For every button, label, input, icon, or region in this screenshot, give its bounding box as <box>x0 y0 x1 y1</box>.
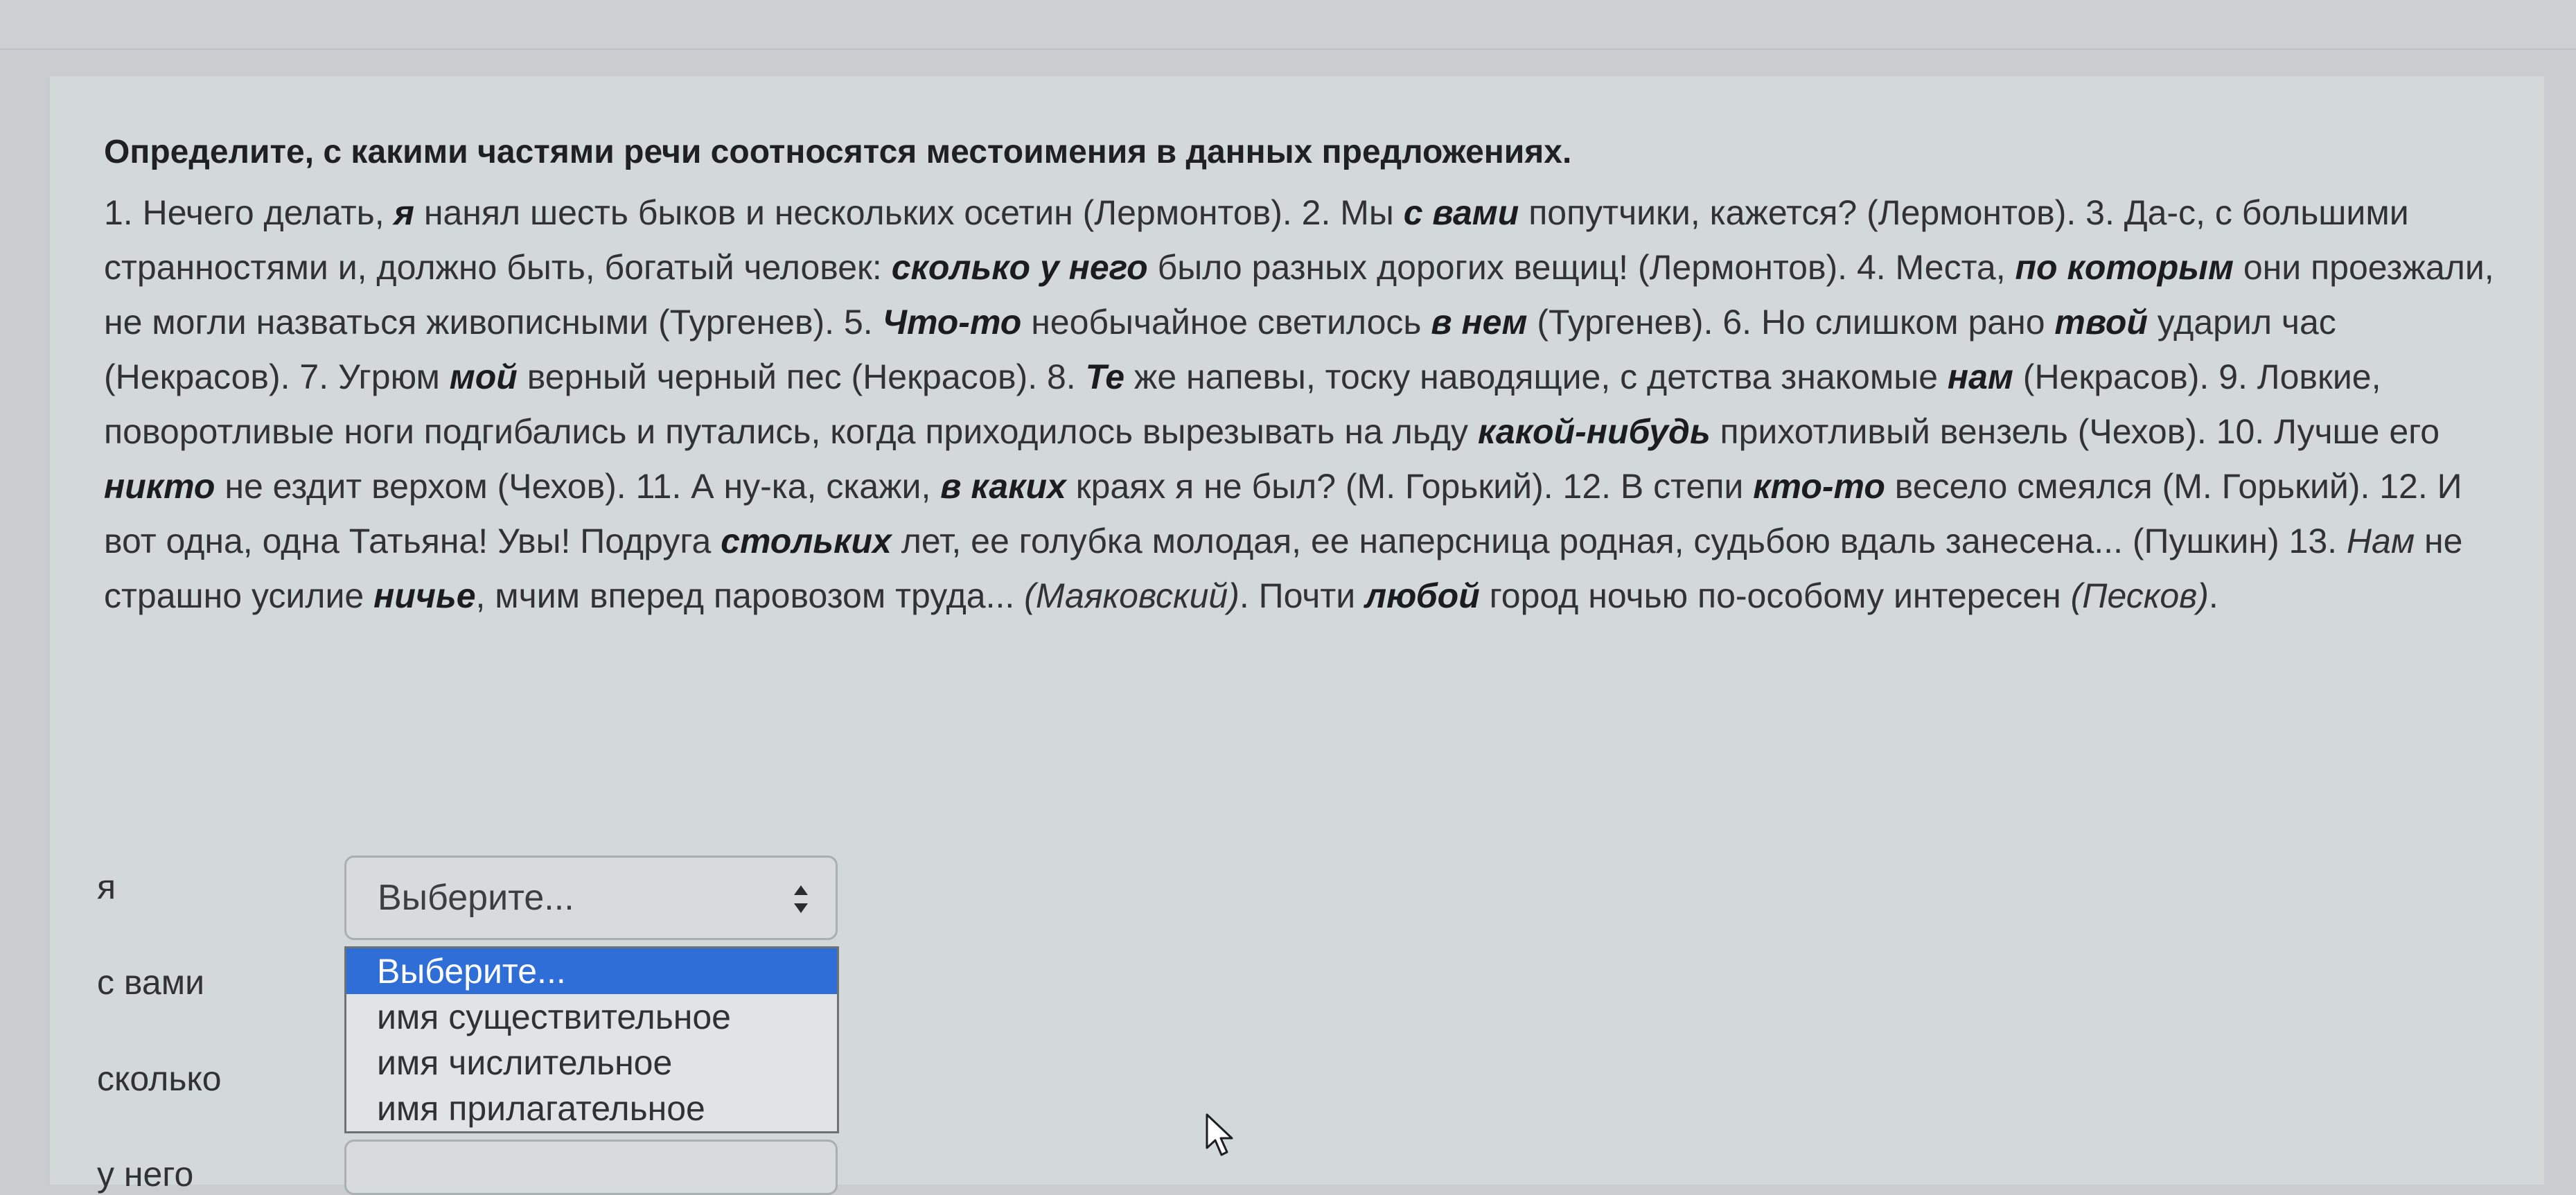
question-title: Определите, с какими частями речи соотносятся местоимения в данных предложениях. <box>104 134 1572 170</box>
italic-text: (Маяковский) <box>1024 576 1240 615</box>
mouse-pointer-icon <box>1204 1112 1237 1160</box>
highlighted-pronoun: мой <box>449 357 518 396</box>
highlighted-pronoun: твой <box>2054 303 2148 342</box>
highlighted-pronoun: в нем <box>1431 303 1528 342</box>
highlighted-pronoun: в каких <box>940 467 1066 506</box>
text-segment: (Тургенев). 6. Но слишком рано <box>1527 303 2055 342</box>
browser-top-area <box>0 0 2576 50</box>
highlighted-pronoun: какой-нибудь <box>1477 412 1711 451</box>
italic-text: Нам <box>2346 522 2415 560</box>
text-segment: . Почти <box>1239 576 1366 615</box>
text-segment: 1. Нечего делать, <box>104 193 394 232</box>
text-segment: лет, ее голубка молодая, ее наперсница родная, судьбою вдаль занесена... (Пушкин) 13. <box>891 522 2347 560</box>
question-text <box>104 186 2501 623</box>
highlighted-pronoun: стольких <box>721 522 892 560</box>
text-segment: верный черный пес (Некрасов). 8. <box>517 357 1086 396</box>
up-down-arrows-icon <box>793 883 809 916</box>
answer-label: у него <box>97 1155 194 1194</box>
text-segment: не ездит верхом (Чехов). 11. А ну-ка, скажи, <box>215 467 941 506</box>
select-dropdown-list <box>344 946 839 1133</box>
dropdown-option[interactable]: имя числительное <box>377 1043 673 1082</box>
question-block <box>104 132 2501 623</box>
text-segment: необычайное светилось <box>1021 303 1431 342</box>
text-segment: . <box>2208 576 2218 615</box>
highlighted-pronoun: никто <box>104 467 215 506</box>
highlighted-pronoun: кто-то <box>1753 467 1885 506</box>
text-segment: не страшно усилие <box>104 522 2463 615</box>
text-segment: попутчики, кажется? (Лермонтов). 3. Да-с, с большими странностями и, должно быть, богатый человек: <box>104 193 2409 287</box>
highlighted-pronoun: Что-то <box>882 303 1022 342</box>
answer-select-1[interactable] <box>344 856 838 940</box>
italic-text: (Песков) <box>2070 576 2209 615</box>
text-segment: прихотливый вензель (Чехов). 10. Лучше его <box>1710 412 2440 451</box>
highlighted-pronoun: я <box>394 193 414 232</box>
highlighted-pronoun: ничье <box>373 576 476 615</box>
answer-row-4 <box>97 1153 193 1195</box>
text-segment: краях я не был? (М. Горький). 12. В степи <box>1066 467 1754 506</box>
answer-row-2 <box>97 962 204 1003</box>
text-segment: нанял шесть быков и нескольких осетин (Лермонтов). 2. Мы <box>414 193 1404 232</box>
answer-row-1 <box>97 866 116 908</box>
text-segment: весело смеялся (М. Горький). 12. И вот одна, одна Татьяна! Увы! Подруга <box>104 467 2462 560</box>
highlighted-pronoun: нам <box>1947 357 2013 396</box>
text-segment: город ночью по-особому интересен <box>1479 576 2071 615</box>
highlighted-pronoun: Те <box>1085 357 1125 396</box>
answer-select-4[interactable] <box>344 1140 838 1195</box>
select-value: Выберите... <box>378 878 574 918</box>
text-segment: они проезжали, не могли назваться живописными (Тургенев). 5. <box>104 248 2494 342</box>
dropdown-option[interactable]: Выберите... <box>346 948 837 994</box>
highlighted-pronoun: по которым <box>2015 248 2234 287</box>
highlighted-pronoun: любой <box>1365 576 1480 615</box>
answer-label: с вами <box>97 963 205 1002</box>
text-segment: ударил час (Некрасов). 7. Угрюм <box>104 303 2336 396</box>
text-segment: (Некрасов). 9. Ловкие, поворотливые ноги подгибались и путались, когда приходилось вырезывать на льду <box>104 357 2381 451</box>
answer-label: сколько <box>97 1059 222 1098</box>
highlighted-pronoun: сколько у него <box>891 248 1148 287</box>
answer-label: я <box>97 867 116 906</box>
dropdown-option[interactable]: имя существительное <box>377 998 731 1036</box>
text-segment: было разных дорогих вещиц! (Лермонтов). 4. Места, <box>1147 248 2015 287</box>
dropdown-option[interactable]: имя прилагательное <box>377 1089 705 1128</box>
text-segment: , мчим вперед паровозом труда... <box>475 576 1025 615</box>
text-segment: же напевы, тоску наводящие, с детства знакомые <box>1124 357 1948 396</box>
highlighted-pronoun: с вами <box>1403 193 1519 232</box>
answer-row-3 <box>97 1058 222 1099</box>
